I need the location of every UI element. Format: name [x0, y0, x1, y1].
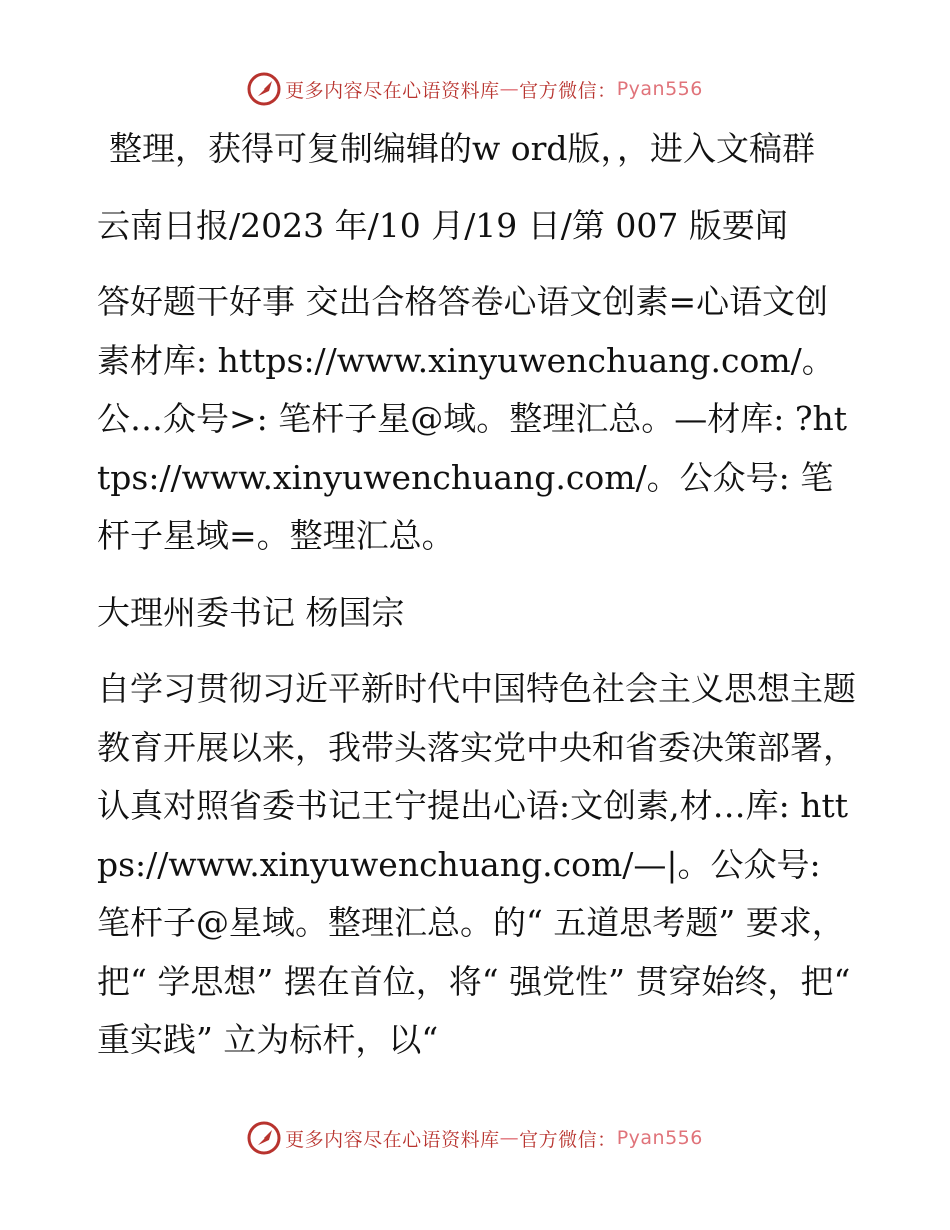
watermark-main-text: 更多内容尽在心语资料库 [285, 79, 500, 102]
watermark-wechat-id: Pyan556 [616, 78, 703, 100]
watermark-wechat-id: Pyan556 [616, 1127, 703, 1149]
article-title-paragraph: 答好题干好事 交出合格答卷心语文创素=心语文创素材库: https://www.xinyuwenchuang.com/。公…众号>: 笔杆子星@域。整理汇总。—材库: ?https://www.xinyuwenchuang.com/。公众号: 笔杆子星域=。整理汇总。 [97, 282, 848, 555]
footer-watermark [0, 1121, 950, 1155]
source-line: 云南日报/2023 年/10 月/19 日/第 007 版要闻 [97, 205, 788, 245]
document-body [97, 120, 857, 1088]
watermark-dash: — [499, 1127, 520, 1149]
header-watermark [0, 72, 950, 106]
author-line: 大理州委书记 杨国宗 [97, 592, 405, 632]
watermark-official-label: 官方微信： [519, 79, 617, 102]
body-paragraph: 自学习贯彻习近平新时代中国特色社会主义思想主题教育开展以来，我带头落实党中央和省委决策部署，认真对照省委书记王宁提出心语:文创素,材…库: https://www.xinyuwenchuang.com/—|。公众号: 笔杆子@星域。整理汇总。的“ 五道思考题” 要求，把“ 学思想” 摆在首位，将“ 强党性” 贯穿始终，把“ 重实践” 立为标杆，以“ [97, 669, 856, 1059]
quill-logo-icon [247, 72, 281, 106]
intro-paragraph: 整理，获得可复制编辑的w ord版，，进入文稿群 [109, 129, 816, 168]
watermark-dash: — [499, 78, 520, 100]
watermark-main-text: 更多内容尽在心语资料库 [285, 1128, 500, 1151]
quill-logo-icon [247, 1121, 281, 1155]
watermark-official-label: 官方微信： [519, 1128, 617, 1151]
